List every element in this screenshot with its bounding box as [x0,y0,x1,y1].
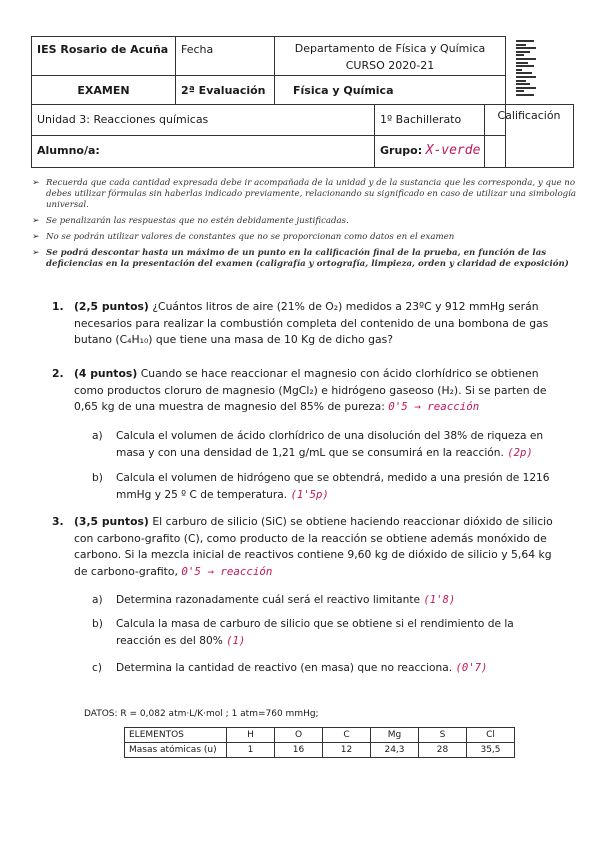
arrow-icon: ➢ [32,248,40,258]
element-cell: S [419,728,467,743]
arrow-icon: ➢ [32,216,40,226]
table-row [125,743,515,758]
grade-box [484,104,574,168]
instruction-item [32,178,580,211]
table-header-cell: ELEMENTOS [125,728,227,743]
handwritten-note: (0'7) [455,662,488,674]
handwritten-note: (1'5p) [290,488,329,501]
evaluation: 2ª Evaluación [175,75,275,105]
question-number: 1. [52,300,64,313]
element-cell: C [323,728,371,743]
fecha-label: Fecha [175,36,275,76]
subject: Física y Química [274,75,506,105]
arrow-icon: ➢ [32,178,40,188]
department: Departamento de Física y Química [294,42,486,55]
handwritten-note: (1) [226,634,246,647]
instruction-item [32,232,580,243]
atomic-mass-table [124,727,515,758]
handwritten-note: (2p) [507,446,533,459]
course: CURSO 2020-21 [345,59,435,72]
handwritten-note: 0'5 → reacción [181,564,273,578]
instruction-item [32,216,580,227]
mass-cell: 24,3 [371,743,419,758]
student-label: Alumno/a: [31,135,375,168]
question-text: El carburo de silicio (SiC) se obtiene haciendo reaccionar dióxido de silicio con carbono-grafito (C), como producto de la reacción se obtiene además monóxido de carbono. Si la mezcla inicial de reactivos contiene 9,60 kg de dióxido de silicio y 5,64 kg de carbono-grafito, [74,515,553,578]
element-cell: H [227,728,275,743]
sub-text: Calcula el volumen de ácido clorhídrico de una disolución del 38% de riqueza en masa y con una densidad de 1,21 g/mL que se consumirá en la reacción. [116,430,544,459]
mass-cell: 35,5 [467,743,515,758]
instructions-list [32,178,580,275]
sub-label: a) [92,430,103,442]
question-2 [52,366,560,416]
question-2a [92,428,562,461]
question-1 [52,299,560,349]
question-3b [92,616,562,649]
question-3a [92,592,562,609]
school-name: IES Rosario de Acuña [31,36,176,76]
instruction-text: Se penalizarán las respuestas que no estén debidamente justificadas. [46,216,349,226]
row-label-cell: Masas atómicas (u) [125,743,227,758]
handwritten-note: (1'8) [423,594,456,606]
grade-label: Calificación [497,109,561,122]
instruction-text: Se podrá descontar hasta un máximo de un punto en la calificación final de la prueba, en función de las deficiencias en la presentación del examen (caligrafía y ortografía, limpieza, orden y claridad de exposición) [46,248,569,269]
exam-label: EXAMEN [31,75,176,105]
sub-label: c) [92,662,102,674]
arrow-icon: ➢ [32,232,40,242]
element-cell: Mg [371,728,419,743]
instruction-text: Recuerda que cada cantidad expresada debe ir acompañada de la unidad y de la sustancia que les corresponda, y que no debes utilizar fórmulas sin haberlas indicado previamente, relacionando su significado en caso de utilizar una simbología universal. [46,178,577,210]
exam-header [31,36,506,168]
unit: Unidad 3: Reacciones químicas [31,104,375,136]
question-3 [52,514,560,580]
instruction-text: No se podrán utilizar valores de constantes que no se proporcionan como datos en el examen [46,232,455,242]
question-number: 2. [52,367,64,380]
level: 1º Bachillerato [374,104,506,136]
mass-cell: 1 [227,743,275,758]
mass-cell: 16 [275,743,323,758]
department-course [274,36,506,76]
group-label: Grupo: [380,144,423,157]
sub-text: Determina razonadamente cuál será el reactivo limitante [116,594,421,606]
data-constants: DATOS: R = 0,082 atm·L/K·mol ; 1 atm=760 mmHg; [84,709,319,719]
sub-text: Determina la cantidad de reactivo (en masa) que no reacciona. [116,662,453,674]
question-points: (2,5 puntos) [74,300,149,313]
question-text: ¿Cuántos litros de aire (21% de O₂) medidos a 23ºC y 912 mmHg serán necesarios para realizar la combustión completa del contenido de una bombona de gas butano (C₄H₁₀) que tiene una masa de 10 Kg de dicho gas? [74,300,549,346]
mass-cell: 28 [419,743,467,758]
barcode-image [516,40,538,104]
sub-label: b) [92,618,103,630]
question-3c [92,660,562,677]
element-cell: O [275,728,323,743]
mass-cell: 12 [323,743,371,758]
sub-label: b) [92,472,103,484]
group-value: X-verde [425,143,481,158]
sub-text: Calcula el volumen de hidrógeno que se obtendrá, medido a una presión de 1216 mmHg y 25 º C de temperatura. [116,472,550,501]
sub-label: a) [92,594,103,606]
handwritten-note: 0'5 → reacción [388,400,480,413]
question-points: (3,5 puntos) [74,515,149,528]
sub-text: Calcula la masa de carburo de silicio que se obtiene si el rendimiento de la reacción es del 80% [116,618,514,647]
question-points: (4 puntos) [74,367,138,380]
question-text: Cuando se hace reaccionar el magnesio con ácido clorhídrico se obtienen como productos cloruro de magnesio (MgCl₂) e hidrógeno gaseoso (H₂). Si se parten de 0,65 kg de una muestra de magnesio del 85% de pureza: [74,367,547,413]
element-cell: Cl [467,728,515,743]
table-header-row [125,728,515,743]
question-2b [92,470,562,503]
instruction-item [32,248,580,270]
question-number: 3. [52,515,64,528]
